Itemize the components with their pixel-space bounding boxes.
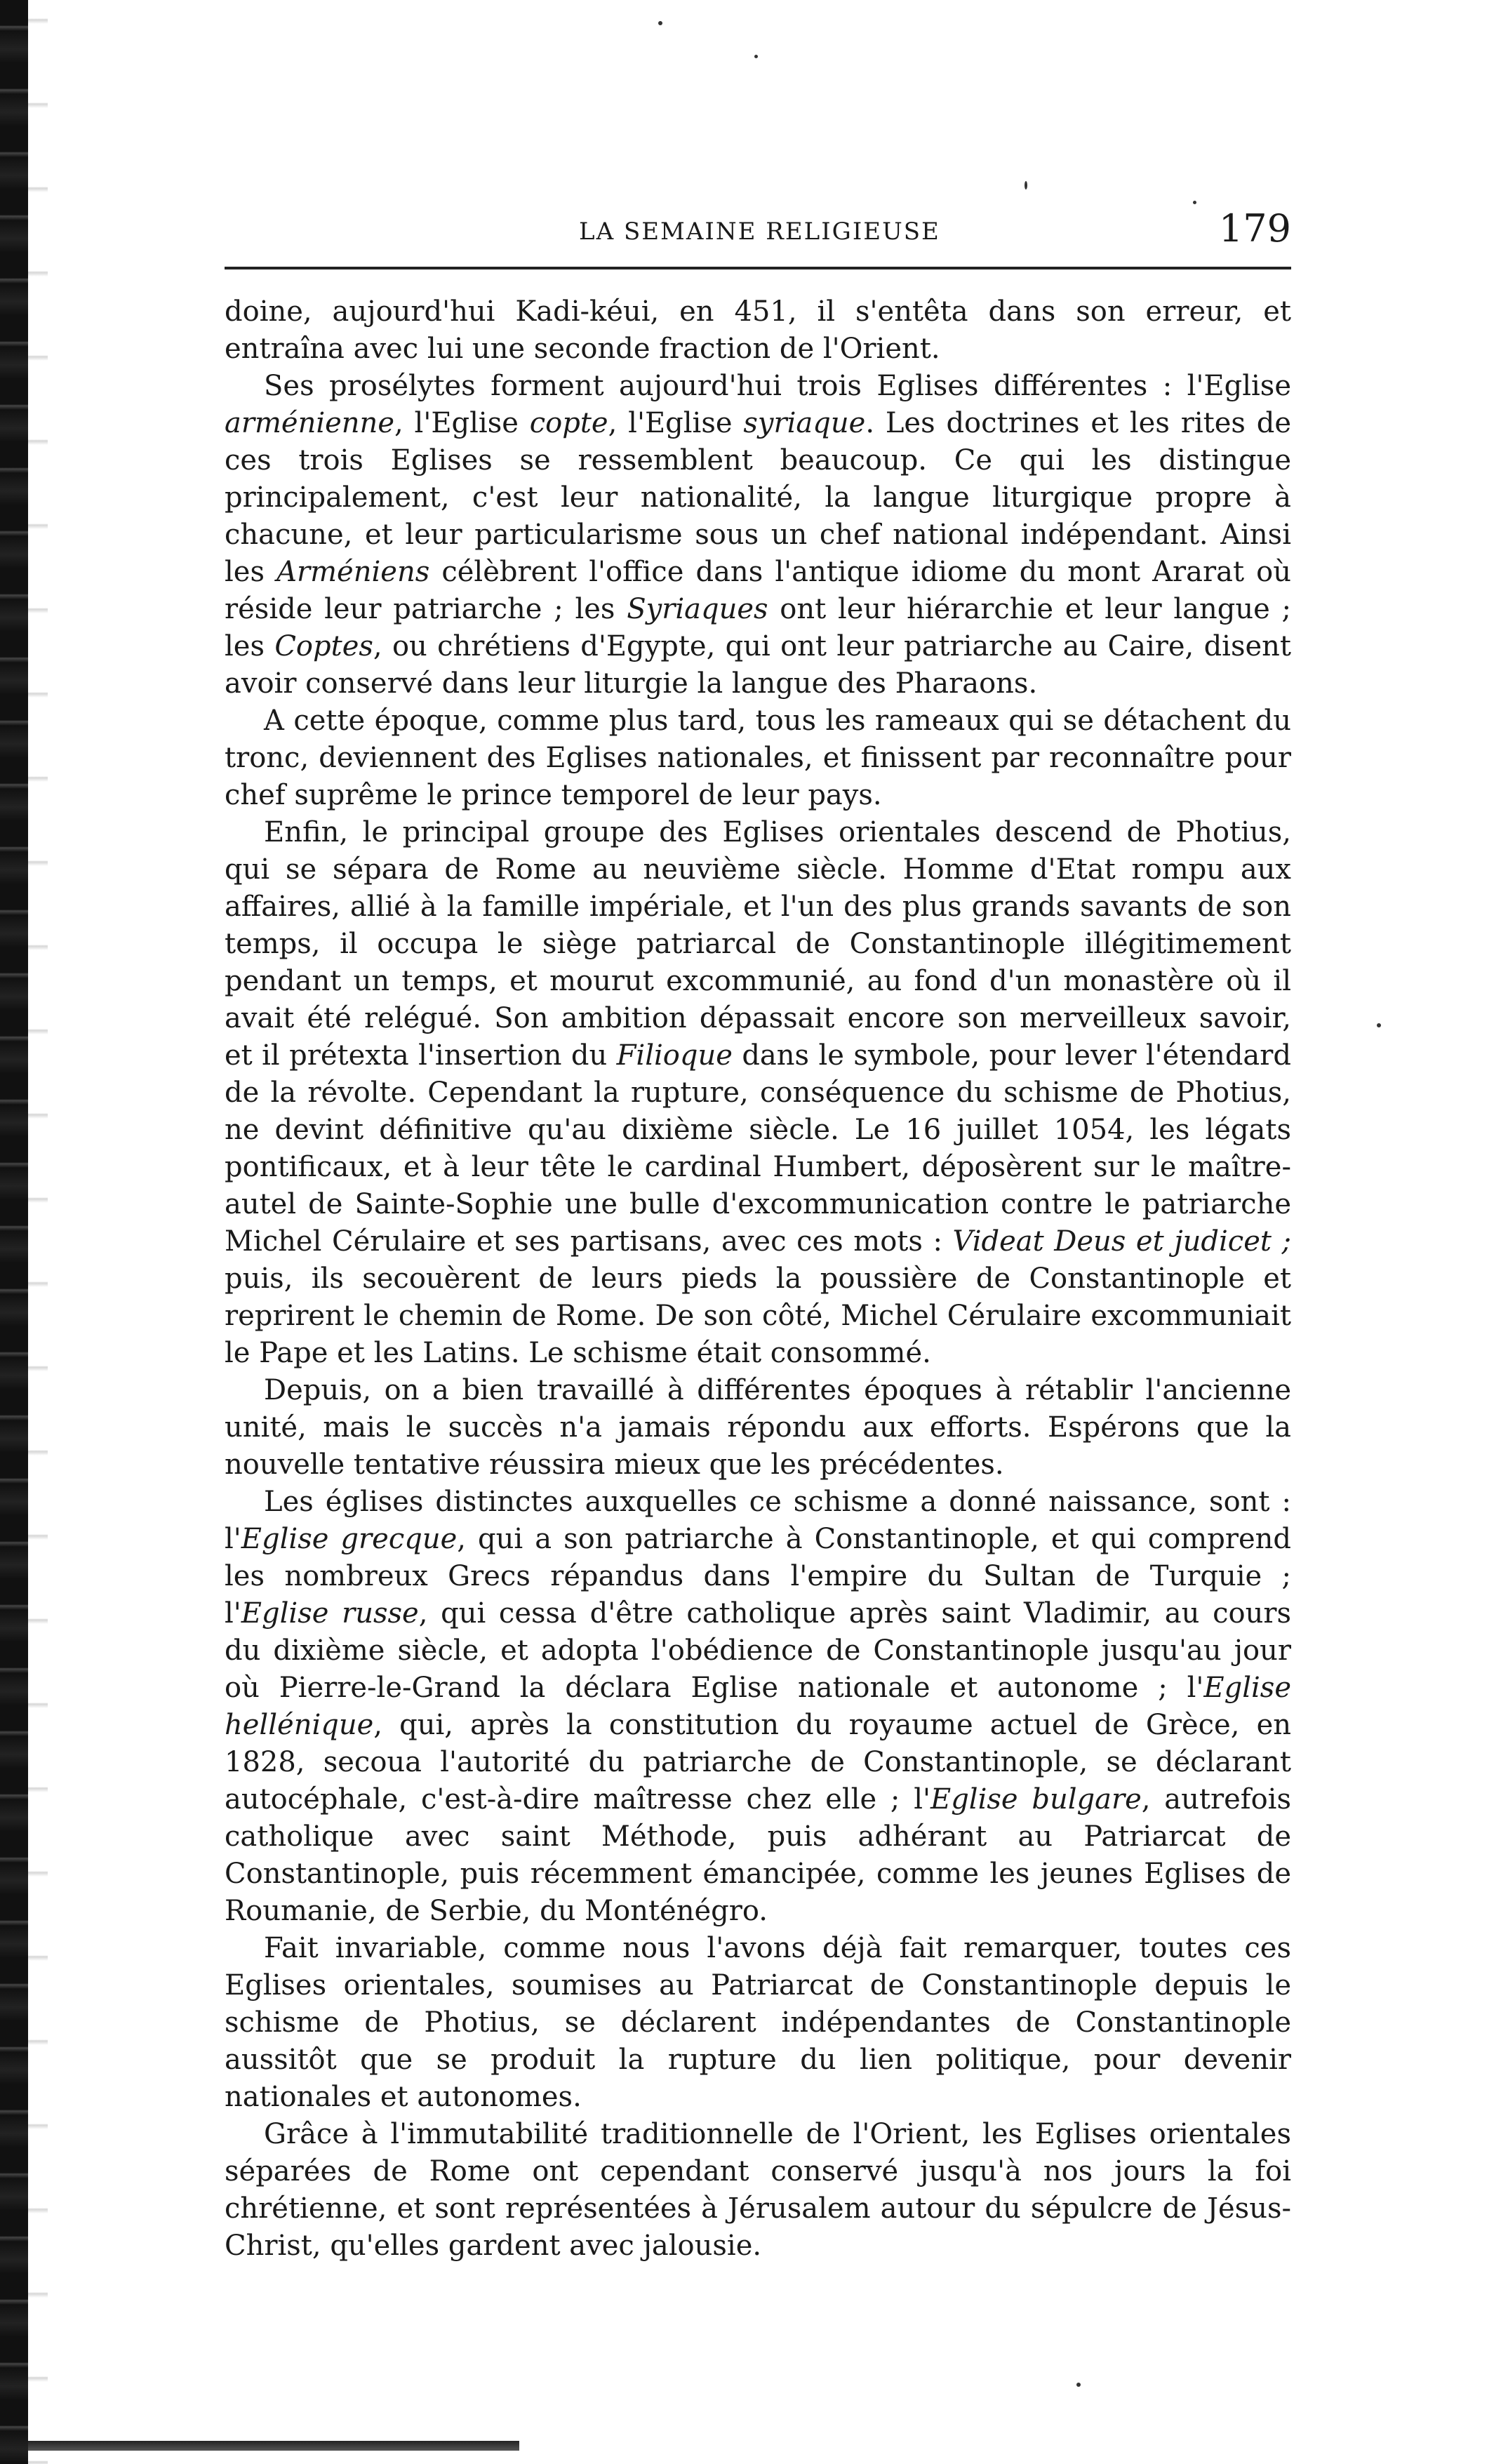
italic-run: Filioque — [616, 1039, 733, 1072]
text-run: , qui cessa d'être catholique après saint Vladimir, au cours du dixième siècle, et adopta l'obédience de Constantinople jusqu'au jour où Pierre-le-Grand la déclara Eglise nationale et autonome ; l' — [225, 1597, 1291, 1704]
text-run: ont leur hiérarchie et leur langue ; les — [225, 593, 1291, 662]
body-text — [225, 293, 1291, 2265]
page-header — [225, 204, 1291, 260]
running-title: LA SEMAINE RELIGIEUSE — [579, 218, 940, 246]
paragraph — [225, 814, 1291, 1372]
italic-run: Arméniens — [276, 556, 430, 588]
italic-run: Eglise grecque — [241, 1523, 458, 1555]
print-speck — [658, 21, 662, 25]
paragraph — [225, 1372, 1291, 1484]
italic-run: Videat Deus et judicet ; — [952, 1225, 1292, 1258]
print-speck — [754, 55, 758, 58]
page-bottom-shadow — [28, 2441, 519, 2451]
paragraph — [225, 1930, 1291, 2116]
text-run: Enfin, le principal groupe des Eglises orientales descend de Photius, qui se sépara de Rome au neuvième siècle. Homme d'Etat rompu aux affaires, allié à la famille impériale, et l'un des plus grands savants de son temps, il occupa le siège patriarcal de Constantinople illégitimement pendant un temps, et mourut excommunié, au fond d'un monastère où il avait été relégué. Son ambition dépassait encore son merveilleux savoir, et il prétexta l'insertion du — [225, 816, 1291, 1072]
paragraph — [225, 702, 1291, 814]
print-speck — [1377, 1023, 1381, 1027]
italic-run: Coptes — [274, 630, 373, 662]
print-speck — [1025, 181, 1027, 189]
text-run: Fait invariable, comme nous l'avons déjà fait remarquer, toutes ces Eglises orientales, soumises au Patriarcat de Constantinople depuis le schisme de Photius, se déclarent indépendantes de Constantinople aussitôt que se produit la rupture du lien politique, pour devenir nationales et autonomes. — [225, 1932, 1291, 2113]
text-run: , qui, après la constitution du royaume actuel de Grèce, en 1828, secoua l'autorité du patriarche de Constantinople, se déclarant autocéphale, c'est-à-dire maîtresse chez elle ; l' — [225, 1709, 1291, 1816]
italic-run: syriaque — [743, 407, 866, 439]
text-run: , l'Eglise — [608, 407, 744, 439]
text-run: dans le symbole, pour lever l'étendard de la révolte. Cependant la rupture, conséquence du schisme de Photius, ne devint définitive qu'au dixième siècle. Le 16 juillet 1054, les légats pontificaux, et à leur tête le cardinal Humbert, déposèrent sur le maître-autel de Sainte-Sophie une bulle d'excommunication contre le patriarche Michel Cérulaire et ses partisans, avec ces mots : — [225, 1039, 1291, 1258]
text-run: célèbrent l'office dans l'antique idiome du mont Ararat où réside leur patriarche ; les — [225, 556, 1291, 625]
book-binding-edge — [0, 0, 28, 2464]
text-run: , autrefois catholique avec saint Méthode, puis adhérant au Patriarcat de Constantinople, puis récemment émancipée, comme les jeunes Eglises de Roumanie, de Serbie, du Monténégro. — [225, 1783, 1291, 1927]
paragraph — [225, 1484, 1291, 1930]
italic-run: Eglise russe — [241, 1597, 419, 1630]
italic-run: Eglise hellénique — [225, 1672, 1291, 1741]
document-page — [225, 204, 1292, 2262]
print-speck — [1193, 201, 1196, 204]
text-run: Les églises distinctes auxquelles ce schisme a donné naissance, sont : l' — [225, 1486, 1291, 1555]
text-run: Depuis, on a bien travaillé à différentes époques à rétablir l'ancienne unité, mais le succès n'a jamais répondu aux efforts. Espérons que la nouvelle tentative réussira mieux que les précédentes. — [225, 1374, 1291, 1481]
header-rule — [225, 267, 1291, 269]
italic-run: arménienne — [225, 407, 394, 439]
text-run: doine, aujourd'hui Kadi-kéui, en 451, il s'entêta dans son erreur, et entraîna avec lui une seconde fraction de l'Orient. — [225, 295, 1291, 365]
paragraph — [225, 2116, 1291, 2265]
print-speck — [1076, 2383, 1081, 2387]
italic-run: Eglise bulgare — [930, 1783, 1142, 1816]
text-run: , qui a son patriarche à Constantinople, et qui comprend les nombreux Grecs répandus dans l'empire du Sultan de Turquie ; l' — [225, 1523, 1291, 1630]
text-run: . Les doctrines et les rites de ces trois Eglises se ressemblent beaucoup. Ce qui les distingue principalement, c'est leur nationalité, la langue liturgique propre à chacune, et leur particularisme sous un chef national indépendant. Ainsi les — [225, 407, 1292, 588]
text-run: puis, ils secouèrent de leurs pieds la poussière de Constantinople et reprirent le chemin de Rome. De son côté, Michel Cérulaire excommuniait le Pape et les Latins. Le schisme était consommé. — [225, 1263, 1291, 1369]
text-run: , l'Eglise — [394, 407, 530, 439]
page-number: 179 — [1218, 206, 1291, 251]
italic-run: Syriaques — [627, 593, 768, 625]
paragraph — [225, 293, 1291, 368]
text-run: Grâce à l'immutabilité traditionnelle de l'Orient, les Eglises orientales séparées de Rome ont cependant conservé jusqu'à nos jours la foi chrétienne, et sont représentées à Jérusalem autour du sépulcre de Jésus-Christ, qu'elles gardent avec jalousie. — [225, 2118, 1291, 2262]
italic-run: copte — [529, 407, 608, 439]
text-run: Ses prosélytes forment aujourd'hui trois Eglises différentes : l'Eglise — [264, 370, 1291, 402]
text-run: A cette époque, comme plus tard, tous les rameaux qui se détachent du tronc, deviennent des Eglises nationales, et finissent par reconnaître pour chef suprême le prince temporel de leur pays. — [225, 705, 1291, 811]
paragraph — [225, 368, 1291, 702]
text-run: , ou chrétiens d'Egypte, qui ont leur patriarche au Caire, disent avoir conservé dans leur liturgie la langue des Pharaons. — [225, 630, 1292, 700]
